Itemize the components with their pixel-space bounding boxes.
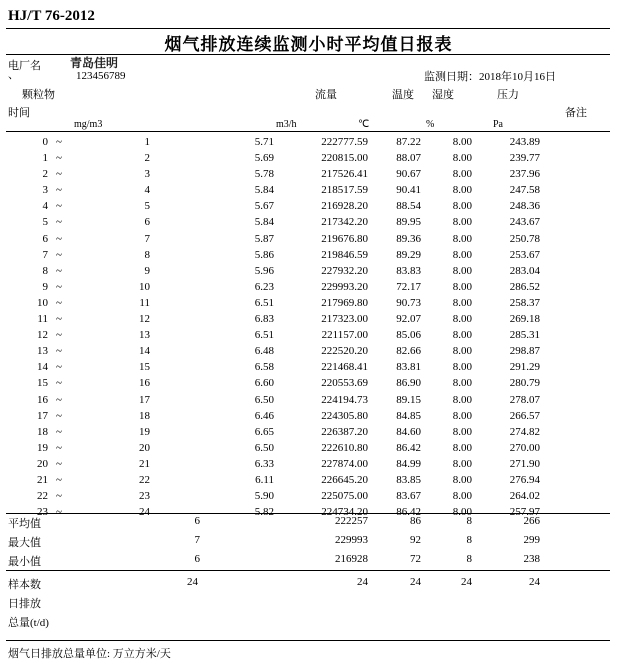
cell-hour-end: 2 — [144, 152, 150, 165]
monitor-date — [424, 68, 556, 84]
cell-pressure: 270.00 — [509, 441, 540, 454]
cell-flow: 222777.59 — [321, 136, 368, 148]
cell-hour-end: 21 — [139, 457, 150, 470]
cell-humidity: 8.00 — [452, 152, 472, 165]
plant-label: 电厂名 — [8, 60, 41, 72]
cell-flow: 229993.20 — [321, 280, 368, 293]
column-header-humidity: 湿度 — [432, 89, 454, 101]
cell-temp: 86.42 — [396, 506, 421, 519]
column-header-flow: 流量 — [315, 89, 337, 101]
cell-hour-start: 11 — [37, 313, 48, 326]
cell-pressure: 239.77 — [509, 152, 540, 165]
cell-hour-end: 3 — [144, 168, 150, 181]
cell-temp: 90.41 — [396, 184, 421, 197]
cell-temp: 86.42 — [396, 441, 421, 454]
cell-hour-start: 9 — [42, 280, 48, 293]
cell-hour-start: 21 — [37, 473, 48, 486]
summary-temp: 86 — [410, 515, 421, 527]
cell-humidity: 8.00 — [452, 184, 472, 197]
cell-dust: 5.87 — [254, 232, 274, 245]
cell-pressure: 274.82 — [509, 425, 540, 438]
cell-flow: 217969.80 — [321, 296, 368, 309]
cell-hour-end: 13 — [139, 329, 150, 342]
cell-dust: 6.23 — [254, 280, 274, 293]
cell-pressure: 280.79 — [509, 377, 540, 390]
cell-pressure: 291.29 — [509, 361, 540, 374]
footer-row — [0, 614, 617, 633]
cell-temp: 90.67 — [396, 168, 421, 181]
column-header-remark: 备注 — [565, 107, 587, 119]
cell-flow: 217526.41 — [321, 168, 368, 181]
cell-tilde: ~ — [56, 168, 62, 181]
cell-tilde: ~ — [56, 361, 62, 374]
table-row — [0, 281, 617, 297]
footer-row-label: 样本数 — [8, 579, 41, 591]
table-row — [0, 200, 617, 216]
cell-temp: 82.66 — [396, 345, 421, 358]
table-row — [0, 394, 617, 410]
cell-humidity: 8.00 — [452, 457, 472, 470]
footer-row — [0, 595, 617, 614]
cell-hour-start: 5 — [42, 216, 48, 229]
cell-tilde: ~ — [56, 441, 62, 454]
table-row — [0, 345, 617, 361]
cell-hour-end: 8 — [144, 248, 150, 261]
cell-dust: 6.51 — [254, 329, 274, 342]
summary-dust: 7 — [194, 534, 200, 546]
cell-hour-end: 22 — [139, 473, 150, 486]
cell-temp: 83.83 — [396, 264, 421, 277]
cell-dust: 5.67 — [254, 200, 274, 213]
cell-hour-end: 6 — [144, 216, 150, 229]
cell-pressure: 253.67 — [509, 248, 540, 261]
cell-humidity: 8.00 — [452, 313, 472, 326]
footer-row-label: 总量(t/d) — [8, 617, 49, 629]
cell-humidity: 8.00 — [452, 136, 472, 148]
cell-temp: 89.95 — [396, 216, 421, 229]
cell-pressure: 257.97 — [509, 506, 540, 519]
summary-temp: 72 — [410, 553, 421, 565]
cell-temp: 88.54 — [396, 200, 421, 213]
plant-code: 123456789 — [76, 70, 126, 82]
cell-dust: 5.69 — [254, 152, 274, 165]
cell-temp: 84.60 — [396, 425, 421, 438]
cell-dust: 6.33 — [254, 457, 274, 470]
summary-flow: 222257 — [335, 515, 368, 527]
cell-pressure: 237.96 — [509, 168, 540, 181]
cell-flow: 217323.00 — [321, 313, 368, 326]
cell-tilde: ~ — [56, 425, 62, 438]
standard-number: HJ/T 76-2012 — [8, 8, 95, 24]
cell-humidity: 8.00 — [452, 425, 472, 438]
unit-dust: mg/m3 — [74, 119, 103, 130]
cell-humidity: 8.00 — [452, 264, 472, 277]
cell-flow: 227932.20 — [321, 264, 368, 277]
cell-tilde: ~ — [56, 136, 62, 148]
cell-tilde: ~ — [56, 457, 62, 470]
table-row — [0, 136, 617, 152]
cell-hour-end: 4 — [144, 184, 150, 197]
cell-temp: 84.85 — [396, 409, 421, 422]
cell-hour-start: 20 — [37, 457, 48, 470]
cell-humidity: 8.00 — [452, 361, 472, 374]
cell-temp: 85.06 — [396, 329, 421, 342]
table-row — [0, 184, 617, 200]
cell-flow: 216928.20 — [321, 200, 368, 213]
cell-pressure: 285.31 — [509, 329, 540, 342]
cell-pressure: 248.36 — [509, 200, 540, 213]
cell-hour-end: 14 — [139, 345, 150, 358]
cell-hour-start: 16 — [37, 393, 48, 406]
cell-hour-start: 13 — [37, 345, 48, 358]
cell-hour-end: 12 — [139, 313, 150, 326]
cell-humidity: 8.00 — [452, 441, 472, 454]
cell-humidity: 8.00 — [452, 393, 472, 406]
cell-temp: 89.15 — [396, 393, 421, 406]
cell-tilde: ~ — [56, 345, 62, 358]
footer-flow: 24 — [357, 576, 368, 588]
cell-flow: 220553.69 — [321, 377, 368, 390]
rule-footer-top — [6, 570, 610, 571]
summary-row-label: 平均值 — [8, 518, 41, 530]
cell-pressure: 247.58 — [509, 184, 540, 197]
cell-hour-start: 7 — [42, 248, 48, 261]
summary-humidity: 8 — [466, 553, 472, 565]
cell-hour-start: 0 — [42, 136, 48, 148]
cell-flow: 224194.73 — [321, 393, 368, 406]
cell-temp: 83.85 — [396, 473, 421, 486]
cell-hour-end: 7 — [144, 232, 150, 245]
cell-dust: 6.51 — [254, 296, 274, 309]
cell-tilde: ~ — [56, 216, 62, 229]
cell-hour-start: 18 — [37, 425, 48, 438]
cell-humidity: 8.00 — [452, 506, 472, 519]
cell-dust: 5.84 — [254, 216, 274, 229]
cell-tilde: ~ — [56, 296, 62, 309]
cell-tilde: ~ — [56, 248, 62, 261]
cell-flow: 227874.00 — [321, 457, 368, 470]
cell-flow: 221157.00 — [321, 329, 368, 342]
cell-hour-start: 2 — [42, 168, 48, 181]
cell-temp: 92.07 — [396, 313, 421, 326]
cell-hour-start: 12 — [37, 329, 48, 342]
summary-humidity: 8 — [466, 534, 472, 546]
rule-footer-bottom — [6, 640, 610, 641]
cell-flow: 220815.00 — [321, 152, 368, 165]
footer-dust: 24 — [187, 576, 198, 588]
summary-row — [0, 534, 617, 553]
footer-note: 烟气日排放总量单位: 万立方米/天 — [8, 648, 171, 660]
cell-hour-end: 10 — [139, 280, 150, 293]
table-row — [0, 216, 617, 232]
cell-hour-start: 14 — [37, 361, 48, 374]
cell-dust: 6.60 — [254, 377, 274, 390]
cell-dust: 5.90 — [254, 490, 274, 503]
cell-humidity: 8.00 — [452, 232, 472, 245]
footer-section — [0, 576, 617, 633]
cell-dust: 5.84 — [254, 184, 274, 197]
table-row — [0, 329, 617, 345]
monitor-date-label: 监测日期： — [424, 71, 479, 83]
cell-humidity: 8.00 — [452, 200, 472, 213]
cell-hour-start: 19 — [37, 441, 48, 454]
cell-flow: 218517.59 — [321, 184, 368, 197]
cell-pressure: 250.78 — [509, 232, 540, 245]
table-row — [0, 265, 617, 281]
summary-section — [0, 515, 617, 572]
cell-tilde: ~ — [56, 232, 62, 245]
summary-dust: 6 — [194, 515, 200, 527]
cell-humidity: 8.00 — [452, 409, 472, 422]
cell-hour-end: 17 — [139, 393, 150, 406]
cell-hour-start: 15 — [37, 377, 48, 390]
cell-tilde: ~ — [56, 409, 62, 422]
cell-pressure: 264.02 — [509, 490, 540, 503]
unit-pressure: Pa — [493, 119, 503, 130]
cell-dust: 5.82 — [254, 506, 274, 519]
cell-dust: 6.11 — [255, 473, 274, 486]
cell-pressure: 258.37 — [509, 296, 540, 309]
cell-humidity: 8.00 — [452, 377, 472, 390]
cell-flow: 226645.20 — [321, 473, 368, 486]
cell-hour-end: 24 — [139, 506, 150, 519]
cell-temp: 87.22 — [396, 136, 421, 148]
cell-pressure: 243.67 — [509, 216, 540, 229]
cell-tilde: ~ — [56, 152, 62, 165]
summary-row — [0, 515, 617, 534]
tick-mark: 、 — [8, 69, 19, 81]
cell-hour-start: 22 — [37, 490, 48, 503]
cell-hour-end: 19 — [139, 425, 150, 438]
cell-dust: 5.96 — [254, 264, 274, 277]
cell-dust: 6.65 — [254, 425, 274, 438]
cell-temp: 86.90 — [396, 377, 421, 390]
rule-top — [6, 28, 610, 29]
summary-dust: 6 — [194, 553, 200, 565]
cell-tilde: ~ — [56, 506, 62, 519]
cell-flow: 222610.80 — [321, 441, 368, 454]
cell-pressure: 269.18 — [509, 313, 540, 326]
column-header-pressure: 压力 — [497, 89, 519, 101]
cell-tilde: ~ — [56, 200, 62, 213]
cell-temp: 83.81 — [396, 361, 421, 374]
cell-hour-start: 10 — [37, 296, 48, 309]
cell-flow: 222520.20 — [321, 345, 368, 358]
cell-flow: 224305.80 — [321, 409, 368, 422]
footer-humidity: 24 — [461, 576, 472, 588]
cell-flow: 219676.80 — [321, 232, 368, 245]
cell-hour-start: 4 — [42, 200, 48, 213]
cell-humidity: 8.00 — [452, 168, 472, 181]
column-header-temp: 温度 — [392, 89, 414, 101]
cell-humidity: 8.00 — [452, 216, 472, 229]
cell-humidity: 8.00 — [452, 296, 472, 309]
cell-hour-start: 1 — [42, 152, 48, 165]
cell-dust: 6.50 — [254, 393, 274, 406]
cell-humidity: 8.00 — [452, 280, 472, 293]
cell-tilde: ~ — [56, 329, 62, 342]
cell-hour-end: 1 — [144, 136, 150, 148]
footer-temp: 24 — [410, 576, 421, 588]
table-row — [0, 410, 617, 426]
cell-tilde: ~ — [56, 280, 62, 293]
cell-tilde: ~ — [56, 264, 62, 277]
cell-hour-end: 18 — [139, 409, 150, 422]
cell-tilde: ~ — [56, 313, 62, 326]
cell-pressure: 283.04 — [509, 264, 540, 277]
cell-hour-start: 17 — [37, 409, 48, 422]
table-row — [0, 490, 617, 506]
cell-hour-end: 5 — [144, 200, 150, 213]
cell-hour-end: 9 — [144, 264, 150, 277]
cell-flow: 224734.20 — [321, 506, 368, 519]
cell-hour-start: 23 — [37, 506, 48, 519]
cell-pressure: 243.89 — [509, 136, 540, 148]
cell-tilde: ~ — [56, 393, 62, 406]
summary-row-label: 最大值 — [8, 537, 41, 549]
cell-flow: 226387.20 — [321, 425, 368, 438]
data-table-body — [0, 136, 617, 522]
cell-temp: 72.17 — [396, 280, 421, 293]
cell-pressure: 266.57 — [509, 409, 540, 422]
summary-humidity: 8 — [466, 515, 472, 527]
cell-temp: 83.67 — [396, 490, 421, 503]
page-title: 烟气排放连续监测小时平均值日报表 — [164, 35, 453, 54]
cell-dust: 5.78 — [254, 168, 274, 181]
cell-humidity: 8.00 — [452, 329, 472, 342]
plant-name: 青岛佳明 — [70, 56, 119, 70]
cell-pressure: 271.90 — [509, 457, 540, 470]
cell-hour-start: 6 — [42, 232, 48, 245]
cell-dust: 6.58 — [254, 361, 274, 374]
cell-dust: 5.71 — [254, 136, 274, 148]
column-header-dust: 颗粒物 — [22, 89, 55, 101]
summary-pressure: 299 — [523, 534, 540, 546]
cell-tilde: ~ — [56, 377, 62, 390]
cell-dust: 6.83 — [254, 313, 274, 326]
column-header-time: 时间 — [8, 107, 30, 119]
cell-flow: 225075.00 — [321, 490, 368, 503]
cell-hour-end: 15 — [139, 361, 150, 374]
cell-temp: 89.36 — [396, 232, 421, 245]
table-row — [0, 377, 617, 393]
summary-temp: 92 — [410, 534, 421, 546]
cell-temp: 84.99 — [396, 457, 421, 470]
unit-temp: ℃ — [358, 119, 370, 130]
table-row — [0, 474, 617, 490]
table-row — [0, 233, 617, 249]
table-row — [0, 297, 617, 313]
cell-tilde: ~ — [56, 473, 62, 486]
cell-humidity: 8.00 — [452, 345, 472, 358]
summary-flow: 229993 — [335, 534, 368, 546]
footer-pressure: 24 — [529, 576, 540, 588]
cell-dust: 6.48 — [254, 345, 274, 358]
cell-hour-start: 3 — [42, 184, 48, 197]
cell-pressure: 276.94 — [509, 473, 540, 486]
cell-flow: 219846.59 — [321, 248, 368, 261]
cell-temp: 89.29 — [396, 248, 421, 261]
cell-temp: 88.07 — [396, 152, 421, 165]
table-row — [0, 152, 617, 168]
cell-temp: 90.73 — [396, 296, 421, 309]
table-row — [0, 458, 617, 474]
table-row — [0, 168, 617, 184]
cell-hour-end: 23 — [139, 490, 150, 503]
unit-humidity: % — [426, 119, 435, 130]
rule-summary-top — [6, 513, 610, 514]
cell-flow: 221468.41 — [321, 361, 368, 374]
summary-flow: 216928 — [335, 553, 368, 565]
cell-tilde: ~ — [56, 490, 62, 503]
table-row — [0, 313, 617, 329]
rule-header — [6, 131, 610, 132]
summary-row-label: 最小值 — [8, 556, 41, 568]
unit-flow: m3/h — [276, 119, 297, 130]
cell-flow: 217342.20 — [321, 216, 368, 229]
cell-hour-end: 11 — [139, 296, 150, 309]
cell-pressure: 286.52 — [509, 280, 540, 293]
cell-dust: 5.86 — [254, 248, 274, 261]
footer-row — [0, 576, 617, 595]
table-row — [0, 442, 617, 458]
cell-tilde: ~ — [56, 184, 62, 197]
cell-pressure: 298.87 — [509, 345, 540, 358]
cell-dust: 6.46 — [254, 409, 274, 422]
cell-pressure: 278.07 — [509, 393, 540, 406]
summary-pressure: 238 — [523, 553, 540, 565]
monitor-date-value: 2018年10月16日 — [479, 71, 556, 83]
cell-hour-end: 16 — [139, 377, 150, 390]
table-row — [0, 426, 617, 442]
table-row — [0, 361, 617, 377]
table-row — [0, 249, 617, 265]
cell-hour-end: 20 — [139, 441, 150, 454]
cell-humidity: 8.00 — [452, 248, 472, 261]
cell-humidity: 8.00 — [452, 473, 472, 486]
summary-pressure: 266 — [523, 515, 540, 527]
cell-hour-start: 8 — [42, 264, 48, 277]
footer-row-label: 日排放 — [8, 598, 41, 610]
cell-dust: 6.50 — [254, 441, 274, 454]
cell-humidity: 8.00 — [452, 490, 472, 503]
